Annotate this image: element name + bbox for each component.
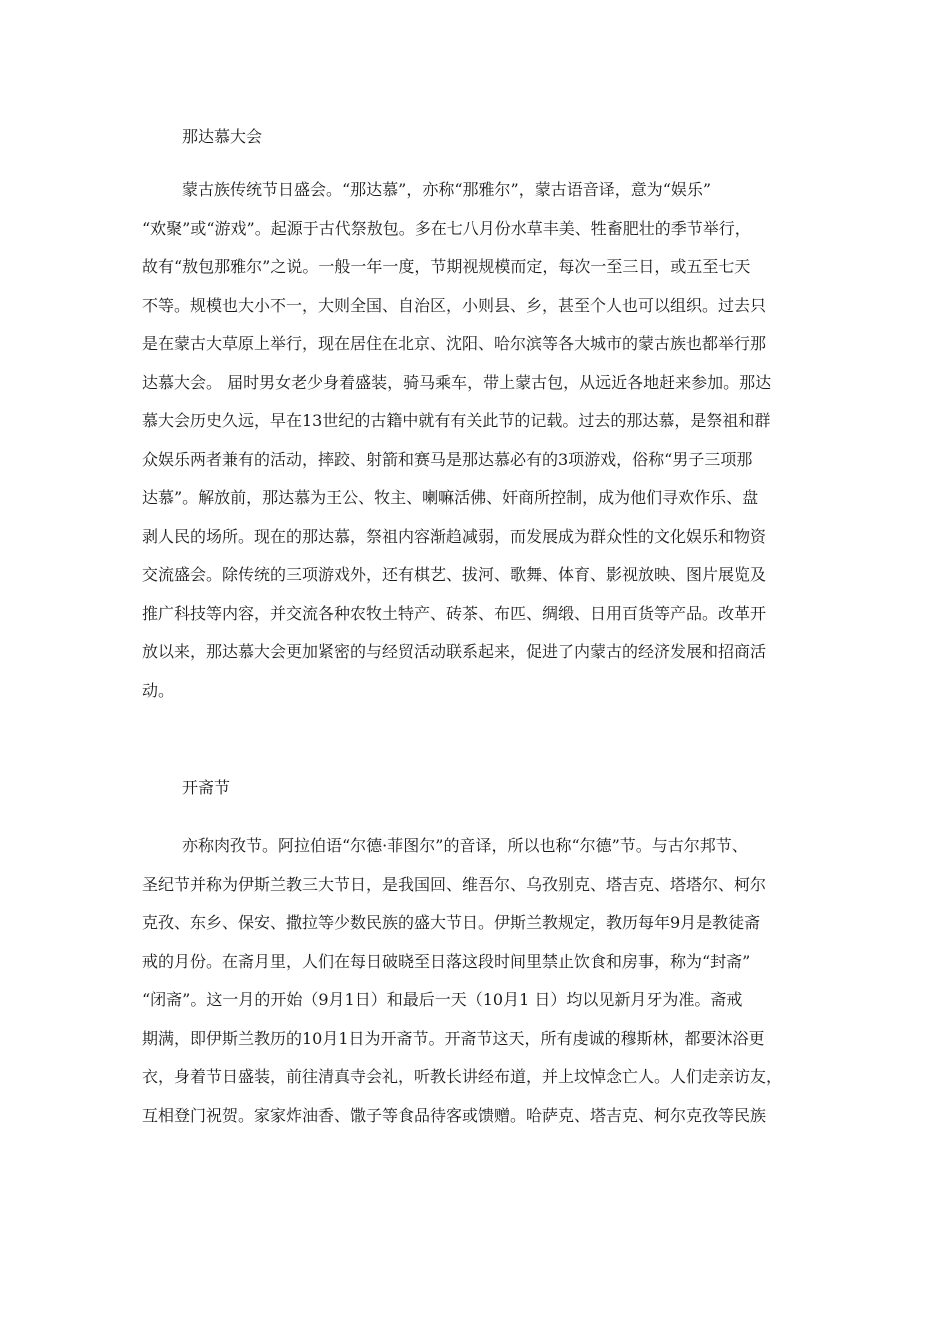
paragraph-line: 戒的月份。在斋月里，人们在每日破晓至日落这段时间里禁止饮食和房事，称为“封斋”	[142, 951, 751, 971]
paragraph-line: 亦称肉孜节。阿拉伯语“尔德·菲图尔”的音译，所以也称“尔德”节。与古尔邦节、	[182, 836, 748, 855]
section-title-eid: 开斋节	[182, 778, 231, 797]
paragraph-line: 克孜、东乡、保安、撒拉等少数民族的盛大节日。伊斯兰教规定，教历每年9月是教徒斋	[142, 913, 761, 932]
paragraph-line: 蒙古族传统节日盛会。“那达慕”，亦称“那雅尔”，蒙古语音译，意为“娱乐”	[182, 180, 712, 199]
paragraph-line: 达慕”。解放前，那达慕为王公、牧主、喇嘛活佛、奸商所控制，成为他们寻欢作乐、盘	[142, 488, 759, 507]
paragraph-line: 动。	[142, 680, 175, 700]
section-body-naadam	[142, 171, 822, 710]
paragraph-line: 互相登门祝贺。家家炸油香、馓子等食品待客或馈赠。哈萨克、塔吉克、柯尔克孜等民族	[142, 1105, 767, 1125]
paragraph-line: “欢聚”或“游戏”。起源于古代祭敖包。多在七八月份水草丰美、牲畜肥壮的季节举行，	[142, 218, 751, 238]
paragraph-line: 圣纪节并称为伊斯兰教三大节日，是我国回、维吾尔、乌孜别克、塔吉克、塔塔尔、柯尔	[142, 874, 767, 894]
section-title-naadam: 那达慕大会	[182, 127, 263, 146]
paragraph-line: 剥人民的场所。现在的那达慕，祭祖内容渐趋减弱，而发展成为群众性的文化娱乐和物资	[142, 526, 767, 546]
paragraph-line: 是在蒙古大草原上举行，现在居住在北京、沈阳、哈尔滨等各大城市的蒙古族也都举行那	[142, 334, 767, 353]
paragraph-line: “闭斋”。这一月的开始（9月1日）和最后一天（10月1 日）均以见新月牙为准。斋戒	[142, 990, 743, 1009]
paragraph-line: 交流盛会。除传统的三项游戏外，还有棋艺、拔河、歌舞、体育、影视放映、图片展览及	[142, 565, 767, 584]
paragraph-line: 不等。规模也大小不一，大则全国、自治区，小则县、乡，甚至个人也可以组织。过去只	[142, 295, 767, 315]
paragraph-line: 慕大会历史久远，早在13世纪的古籍中就有有关此节的记载。过去的那达慕，是祭祖和群	[142, 411, 771, 430]
paragraph-line: 期满，即伊斯兰教历的10月1日为开斋节。开斋节这天，所有虔诚的穆斯林，都要沐浴更	[142, 1028, 765, 1048]
paragraph-line: 衣，身着节日盛装，前往清真寺会礼，听教长讲经布道，并上坟悼念亡人。人们走亲访友，	[142, 1067, 783, 1086]
paragraph-line: 达慕大会。 届时男女老少身着盛装，骑马乘车，带上蒙古包，从远近各地赶来参加。那达	[142, 372, 772, 392]
paragraph-line: 放以来，那达慕大会更加紧密的与经贸活动联系起来，促进了内蒙古的经济发展和招商活	[142, 642, 767, 661]
paragraph-line: 众娱乐两者兼有的活动，摔跤、射箭和赛马是那达慕必有的3项游戏，俗称“男子三项那	[142, 449, 753, 469]
paragraph-line: 推广科技等内容，并交流各种农牧土特产、砖茶、布匹、绸缎、日用百货等产品。改革开	[142, 603, 767, 623]
paragraph-line: 故有“敖包那雅尔”之说。一般一年一度，节期视规模而定，每次一至三日，或五至七天	[142, 257, 751, 276]
section-body-eid	[142, 827, 822, 1135]
